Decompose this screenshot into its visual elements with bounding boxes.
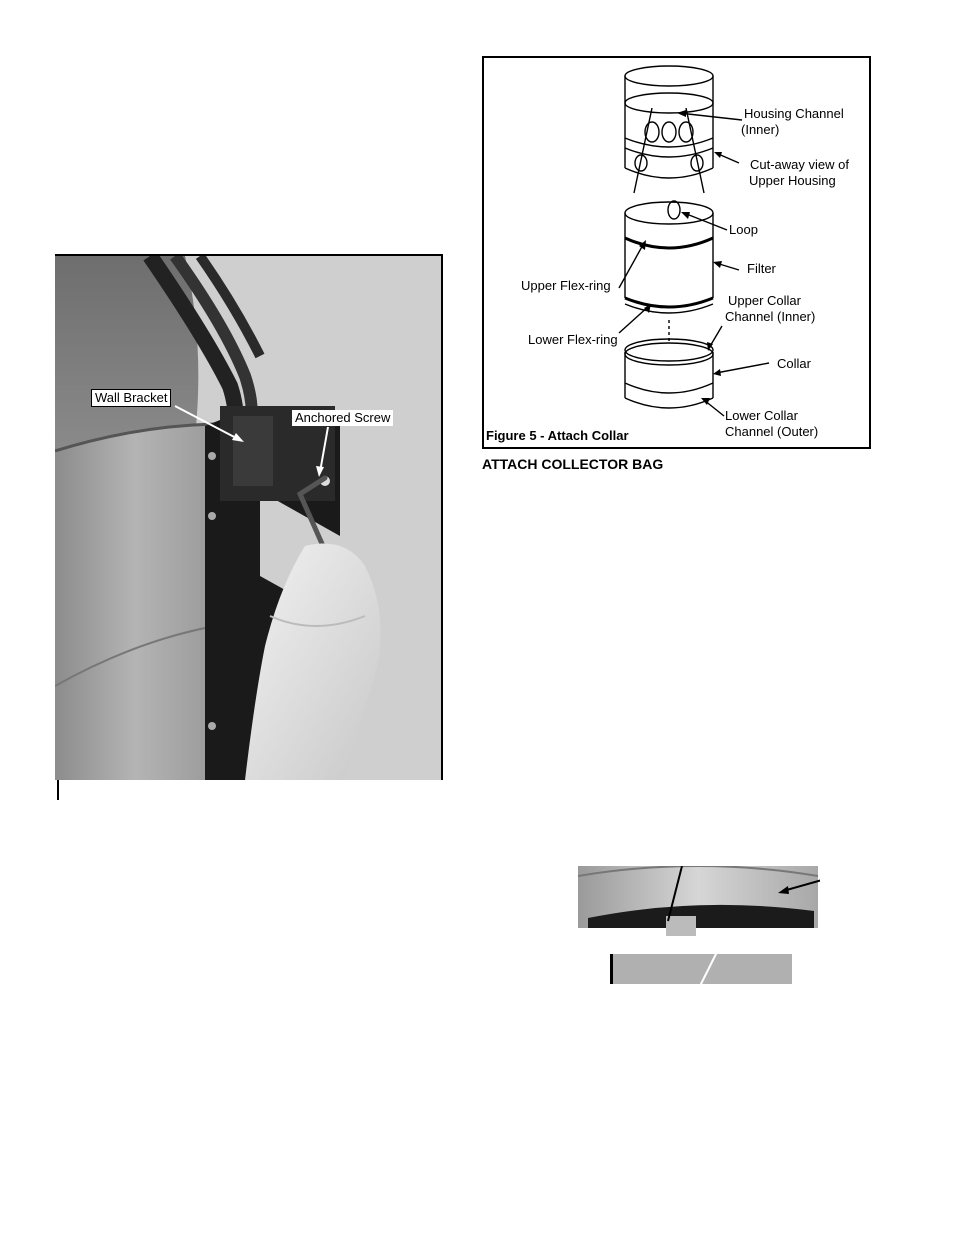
upper-flex-ring-label: Upper Flex-ring — [521, 278, 611, 293]
section-heading-attach-collector-bag: ATTACH COLLECTOR BAG — [482, 456, 664, 472]
lower-collar-label-1: Lower Collar — [725, 408, 798, 423]
wall-bracket-label: Wall Bracket — [91, 389, 171, 407]
wall-bracket-photo — [55, 256, 441, 780]
housing-channel-label-2: (Inner) — [741, 122, 780, 137]
upper-collar-label-2: Channel (Inner) — [725, 309, 816, 324]
anchored-screw-label: Anchored Screw — [292, 410, 393, 426]
figure-corner-mark — [57, 780, 59, 800]
loop-label: Loop — [729, 222, 758, 237]
lower-flex-ring-label: Lower Flex-ring — [528, 332, 618, 347]
cutaway-label-2: Upper Housing — [749, 173, 836, 188]
upper-collar-label-1: Upper Collar — [728, 293, 801, 308]
cutaway-label-1: Cut-away view of — [750, 157, 849, 172]
collector-bag-photo — [578, 866, 820, 986]
lower-collar-label-2: Channel (Outer) — [725, 424, 819, 439]
housing-channel-label-1: Housing Channel — [744, 106, 844, 121]
filter-label: Filter — [747, 261, 776, 276]
collar-label: Collar — [777, 356, 811, 371]
wall-bracket-figure — [55, 254, 443, 780]
figure5-caption: Figure 5 - Attach Collar — [486, 428, 629, 443]
